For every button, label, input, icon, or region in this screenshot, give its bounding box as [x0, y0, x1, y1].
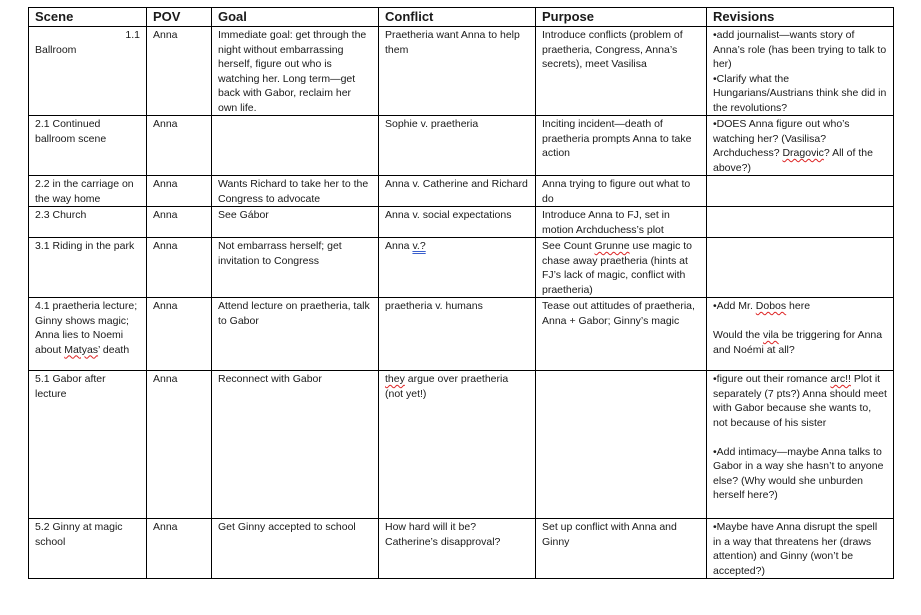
conflict-cell: Anna v. Catherine and Richard [379, 176, 536, 207]
table-row [29, 371, 894, 519]
purpose-text: use magic to chase away praetheria (hints at FJ’s lack of magic, conflict with praetheria) [542, 240, 693, 296]
conflict-cell: praetheria v. humans [379, 298, 536, 371]
revision-text: here [786, 300, 811, 312]
revision-text: •DOES Anna figure out who’s watching her? (Vasilisa? Archduchess? [713, 118, 850, 159]
header-purpose: Purpose [536, 8, 707, 27]
conflict-cell: Anna v. social expectations [379, 207, 536, 238]
blank-line [713, 430, 887, 445]
revision-text: Would the [713, 329, 764, 341]
revision-note: •Clarify what the Hungarians/Austrians think she did in the revolutions? [713, 72, 887, 114]
table-row [29, 238, 894, 298]
goal-cell: Get Ginny accepted to school [212, 519, 379, 579]
pov-cell: Anna [147, 371, 212, 519]
revisions-cell: •Maybe have Anna disrupt the spell in a way that threatens her (draws attention) and Ginny (won’t be accepted?) [707, 519, 894, 579]
pov-cell: Anna [147, 519, 212, 579]
header-pov: POV [147, 8, 212, 27]
goal-cell: Immediate goal: get through the night without embarrassing herself, figure out who is watching her. Long term—get back with Gabor, reclaim her own life. [212, 27, 379, 116]
table-row [29, 176, 894, 207]
spellcheck-word: they [385, 373, 405, 385]
table-row [29, 519, 894, 579]
goal-cell: Wants Richard to take her to the Congress to advocate [212, 176, 379, 207]
pov-cell: Anna [147, 116, 212, 176]
pov-cell: Anna [147, 207, 212, 238]
header-goal: Goal [212, 8, 379, 27]
conflict-text: Anna [385, 240, 413, 252]
revisions-cell [707, 116, 894, 176]
revision-note [713, 299, 887, 314]
pov-cell: Anna [147, 176, 212, 207]
header-scene: Scene [29, 8, 147, 27]
scene-cell: 2.2 in the carriage on the way home [29, 176, 147, 207]
revisions-cell [707, 176, 894, 207]
revision-text: Plot it separately (7 pts?) Anna should meet with Gabor because she wants to, not because of his sister [713, 373, 887, 429]
grammar-flag-word: v.? [412, 240, 426, 252]
table-row [29, 116, 894, 176]
revisions-cell [707, 27, 894, 116]
purpose-cell: Inciting incident—death of praetheria prompts Anna to take action [536, 116, 707, 176]
revision-text: •figure out their romance [713, 373, 831, 385]
pov-cell: Anna [147, 238, 212, 298]
pov-cell: Anna [147, 27, 212, 116]
scene-cell: 3.1 Riding in the park [29, 238, 147, 298]
scene-title: Ballroom [35, 43, 77, 56]
conflict-cell [379, 238, 536, 298]
revision-text: •Add Mr. [713, 300, 756, 312]
scene-cell: 5.2 Ginny at magic school [29, 519, 147, 579]
table-row [29, 27, 894, 116]
scene-text: ’ death [98, 343, 130, 356]
goal-cell: Reconnect with Gabor [212, 371, 379, 519]
revisions-cell [707, 238, 894, 298]
scene-cell: 2.1 Continued ballroom scene [29, 116, 147, 176]
purpose-cell: Introduce Anna to FJ, set in motion Archduchess’s plot [536, 207, 707, 238]
spellcheck-word: vila [763, 329, 779, 341]
scene-outline-table [28, 7, 894, 579]
conflict-cell [379, 371, 536, 519]
header-conflict: Conflict [379, 8, 536, 27]
purpose-text: See Count [542, 240, 595, 252]
revision-note [713, 328, 887, 357]
spellcheck-word: Dobos [755, 300, 787, 312]
scene-text: 4.1 praetheria lecture; Ginny shows magic; Anna lies to Noemi about [35, 300, 138, 356]
purpose-cell: Set up conflict with Anna and Ginny [536, 519, 707, 579]
spellcheck-word: Matyas [64, 343, 99, 356]
goal-cell [212, 116, 379, 176]
table-row [29, 207, 894, 238]
revision-text: ? All of the above?) [713, 147, 873, 174]
spellcheck-word: arc!! [830, 373, 851, 385]
blank-line [713, 314, 887, 329]
revision-text: be triggering for Anna and Noémi at all? [713, 329, 883, 356]
purpose-cell [536, 371, 707, 519]
conflict-cell: How hard will it be? Catherine’s disapproval? [379, 519, 536, 579]
revision-note: •add journalist—wants story of Anna’s role (has been trying to talk to her) [713, 29, 887, 70]
scene-cell: 5.1 Gabor after lecture [29, 371, 147, 519]
revision-note [713, 372, 887, 430]
spellcheck-word: Grunne [594, 240, 630, 252]
purpose-cell: Tease out attitudes of praetheria, Anna + Gabor; Ginny’s magic [536, 298, 707, 371]
revisions-cell [707, 371, 894, 519]
goal-cell: Not embarrass herself; get invitation to Congress [212, 238, 379, 298]
revisions-cell [707, 207, 894, 238]
header-revisions: Revisions [707, 8, 894, 27]
purpose-cell: Introduce conflicts (problem of praetheria, Congress, Anna’s secrets), meet Vasilisa [536, 27, 707, 116]
scene-cell [29, 298, 147, 371]
revision-note: •Add intimacy—maybe Anna talks to Gabor in a way she hasn’t to anyone else? (Why would she unburden herself here?) [713, 445, 884, 501]
revisions-cell [707, 298, 894, 371]
table-row [29, 298, 894, 371]
header-row [29, 8, 894, 27]
scene-cell [29, 27, 147, 116]
conflict-cell: Sophie v. praetheria [379, 116, 536, 176]
spellcheck-word: Dragovic [782, 147, 824, 159]
scene-number: 1.1 [125, 29, 140, 41]
purpose-cell: Anna trying to figure out what to do [536, 176, 707, 207]
goal-cell: See Gábor [212, 207, 379, 238]
goal-cell: Attend lecture on praetheria, talk to Gabor [212, 298, 379, 371]
conflict-cell: Praetheria want Anna to help them [379, 27, 536, 116]
purpose-cell [536, 238, 707, 298]
scene-cell: 2.3 Church [29, 207, 147, 238]
conflict-text: argue over praetheria (not yet!) [385, 373, 509, 400]
pov-cell: Anna [147, 298, 212, 371]
